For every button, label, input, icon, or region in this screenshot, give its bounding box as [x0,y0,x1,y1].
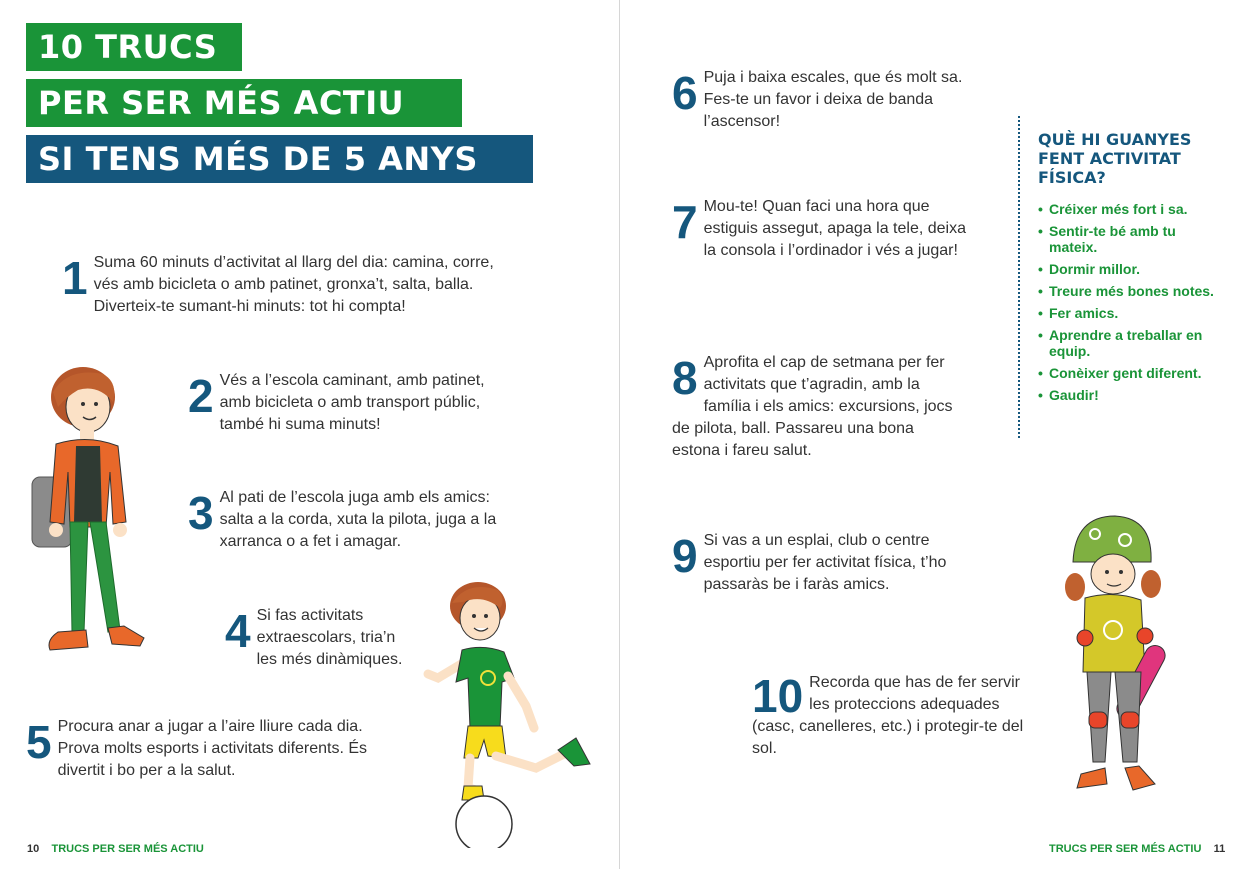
bullet: • [1038,327,1043,343]
list-item [1038,201,1218,217]
bullet: • [1038,223,1043,239]
tip-4 [225,605,420,671]
footer-text: TRUCS PER SER MÉS ACTIU [1049,843,1202,855]
tip-number: 1 [62,252,88,304]
tip-3 [188,487,508,553]
tip-text: Si fas activitats extraescolars, tria’n les més dinàmiques. [256,607,403,668]
bullet: • [1038,283,1043,299]
boy-kicking-ball-illustration [418,578,598,848]
sidebar-title: QUÈ HI GUANYES FENT ACTIVITAT FÍSICA? [1038,130,1192,187]
tip-number: 4 [225,605,251,657]
title-line-2: PER SER MÉS ACTIU [26,79,462,127]
tip-number: 5 [26,716,52,768]
tip-number: 6 [672,67,698,119]
tip-number: 7 [672,196,698,248]
girl-with-skateboard-illustration [1055,512,1195,807]
tip-6 [672,67,982,133]
footer-text: TRUCS PER SER MÉS ACTIU [51,843,204,855]
tip-8 [672,352,964,462]
tip-text: Recorda que has de fer servir les proteccions adequades (casc, canelleres, etc.) i protegir-te del sol. [752,674,1024,757]
list-item [1038,261,1218,277]
title-line-1: 10 TRUCS [26,23,242,71]
footer-left [27,843,204,855]
list-item-text: Conèixer gent diferent. [1049,365,1202,381]
tip-number: 8 [672,352,698,404]
page-number: 10 [27,843,40,855]
tip-text: Si vas a un esplai, club o centre esportiu per fer activitat física, t’ho passaràs be i faràs amics. [703,532,947,593]
list-item-text: Fer amics. [1049,305,1119,321]
title-line-3: SI TENS MÉS DE 5 ANYS [26,135,533,183]
tip-text: Puja i baixa escales, que és molt sa. Fes-te un favor i deixa de banda l’ascensor! [703,69,963,130]
bullet: • [1038,387,1043,403]
footer-right [1049,843,1225,855]
benefits-sidebar [1018,116,1218,438]
list-item [1038,365,1218,381]
tip-1 [62,252,512,318]
tip-9 [672,530,962,596]
page-fold [619,0,620,869]
list-item [1038,387,1218,403]
bullet: • [1038,201,1043,217]
tip-text: Vés a l’escola caminant, amb patinet, amb bicicleta o amb transport públic, també hi suma minuts! [219,372,485,433]
list-item [1038,223,1218,255]
list-item-text: Treure més bones notes. [1049,283,1214,299]
tip-2 [188,370,508,436]
tip-number: 2 [188,370,214,422]
tip-text: Procura anar a jugar a l’aire lliure cada dia. Prova molts esports i activitats diferents. És divertit i bo per a la salut. [57,718,368,779]
list-item-text: Gaudir! [1049,387,1099,403]
tip-10 [752,672,1027,760]
bullet: • [1038,305,1043,321]
tip-text: Aprofita el cap de setmana per fer activitats que t’agradin, amb la família i els amics: excursions, jocs de pilota, ball. Passareu una bona estona i fareu salut. [672,354,953,459]
page-number: 11 [1213,843,1226,855]
tip-number: 9 [672,530,698,582]
list-item-text: Sentir-te bé amb tu mateix. [1049,223,1176,255]
bullet: • [1038,261,1043,277]
boy-with-backpack-illustration [28,362,153,662]
tip-number: 3 [188,487,214,539]
list-item [1038,327,1218,359]
tip-text: Suma 60 minuts d’activitat al llarg del dia: camina, corre, vés amb bicicleta o amb patinet, gronxa’t, salta, balla. Diverteix-te sumant-hi minuts: tot hi compta! [93,254,494,315]
bullet: • [1038,365,1043,381]
tip-text: Mou-te! Quan faci una hora que estiguis assegut, apaga la tele, deixa la consola i l’ordinador i vés a jugar! [703,198,966,259]
list-item-text: Créixer més fort i sa. [1049,201,1188,217]
benefits-list [1038,201,1218,403]
list-item [1038,283,1218,299]
tip-7 [672,196,967,262]
tip-text: Al pati de l’escola juga amb els amics: salta a la corda, xuta la pilota, juga a la xarranca o a fet i amagar. [219,489,497,550]
tip-number: 10 [752,670,804,722]
list-item-text: Aprendre a treballar en equip. [1049,327,1203,359]
list-item-text: Dormir millor. [1049,261,1141,277]
list-item [1038,305,1218,321]
tip-5 [26,716,391,782]
